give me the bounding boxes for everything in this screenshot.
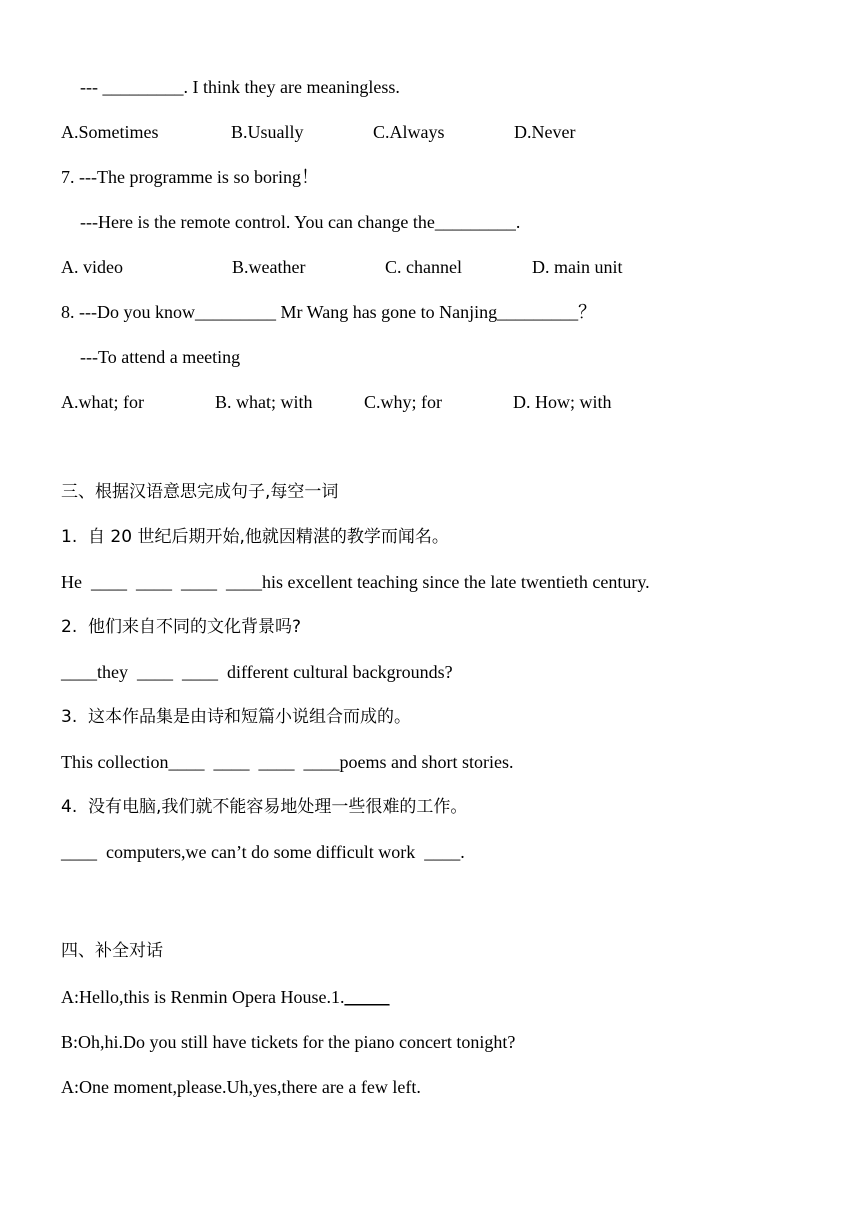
section3-item1-cn: 1. 自 20 世纪后期开始,他就因精湛的教学而闻名。 [61,527,449,547]
dialogue-line-3: A:One moment,please.Uh,yes,there are a few left. [61,1077,421,1097]
section3-item4-en: ____ computers,we can’t do some difficult work ____. [61,842,465,862]
q8-reply: ---To attend a meeting [80,347,241,367]
q8-option-a: A.what; for [61,392,144,412]
dialogue-line-1 [61,985,389,1009]
section3-item3-cn: 3. 这本作品集是由诗和短篇小说组合而成的。 [61,707,412,727]
dialogue-blank-1: _____ [344,987,390,1007]
q6-answer-line: --- _________. I think they are meaningless. [80,77,400,97]
q8-option-b: B. what; with [215,392,313,412]
q7-option-b: B.weather [232,257,306,277]
q7-option-c: C. channel [385,257,462,277]
dialogue-line-2: B:Oh,hi.Do you still have tickets for the piano concert tonight? [61,1032,516,1052]
q6-option-d: D.Never [514,122,576,142]
section3-item1-en: He ____ ____ ____ ____his excellent teaching since the late twentieth century. [61,572,650,592]
section3-item2-en: ____they ____ ____ different cultural backgrounds? [61,662,453,682]
dialogue-line-1-text: A:Hello,this is Renmin Opera House.1. [61,987,345,1007]
q7-option-a: A. video [61,257,123,277]
q8-option-d: D. How; with [513,392,612,412]
q7-reply: ---Here is the remote control. You can change the_________. [80,212,521,232]
section3-item4-cn: 4. 没有电脑,我们就不能容易地处理一些很难的工作。 [61,797,468,817]
section3-heading: 三、根据汉语意思完成句子,每空一词 [61,482,339,502]
section4-heading: 四、补全对话 [61,941,163,961]
q8-option-c: C.why; for [364,392,442,412]
q8-stem: 8. ---Do you know_________ Mr Wang has gone to Nanjing_________？ [61,302,597,322]
q6-option-b: B.Usually [231,122,304,142]
q7-stem: 7. ---The programme is so boring！ [61,167,319,187]
q7-option-d: D. main unit [532,257,623,277]
q6-option-c: C.Always [373,122,445,142]
section3-item2-cn: 2. 他们来自不同的文化背景吗? [61,617,302,637]
section3-item3-en: This collection____ ____ ____ ____poems and short stories. [61,752,514,772]
q6-option-a: A.Sometimes [61,122,159,142]
